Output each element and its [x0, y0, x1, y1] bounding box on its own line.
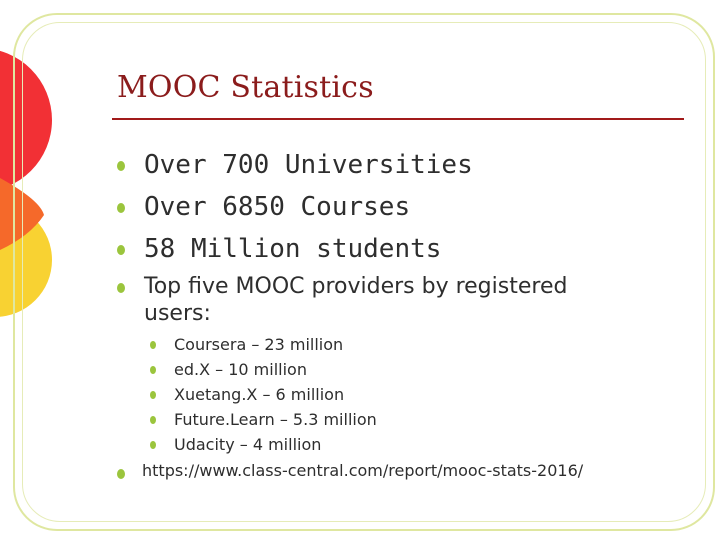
provider-xuetangx: Xuetang.X – 6 million [174, 385, 345, 404]
bullet-courses: Over 6850 Courses [144, 192, 411, 222]
bullet-universities: Over 700 Universities [144, 150, 473, 180]
sub-bullet-icon [150, 341, 156, 349]
title-underline [112, 118, 684, 120]
source-url[interactable]: https://www.class-central.com/report/mooc-stats-2016/ [142, 461, 584, 480]
sub-bullet-icon [150, 391, 156, 399]
provider-edx: ed.X – 10 million [174, 360, 307, 379]
bullet-icon [117, 283, 125, 293]
sub-bullet-icon [150, 416, 156, 424]
provider-futurelearn: Future.Learn – 5.3 million [174, 410, 377, 429]
provider-coursera: Coursera – 23 million [174, 335, 344, 354]
bullet-icon [117, 161, 125, 171]
slide-title: MOOC Statistics [117, 70, 374, 105]
provider-udacity: Udacity – 4 million [174, 435, 322, 454]
bullet-students: 58 Million students [144, 234, 442, 264]
bullet-icon [117, 203, 125, 213]
bullet-icon [117, 245, 125, 255]
bullet-top-providers: Top five MOOC providers by registered users: [144, 274, 568, 326]
sub-bullet-icon [150, 441, 156, 449]
bullet-icon [117, 469, 125, 479]
sub-bullet-icon [150, 366, 156, 374]
